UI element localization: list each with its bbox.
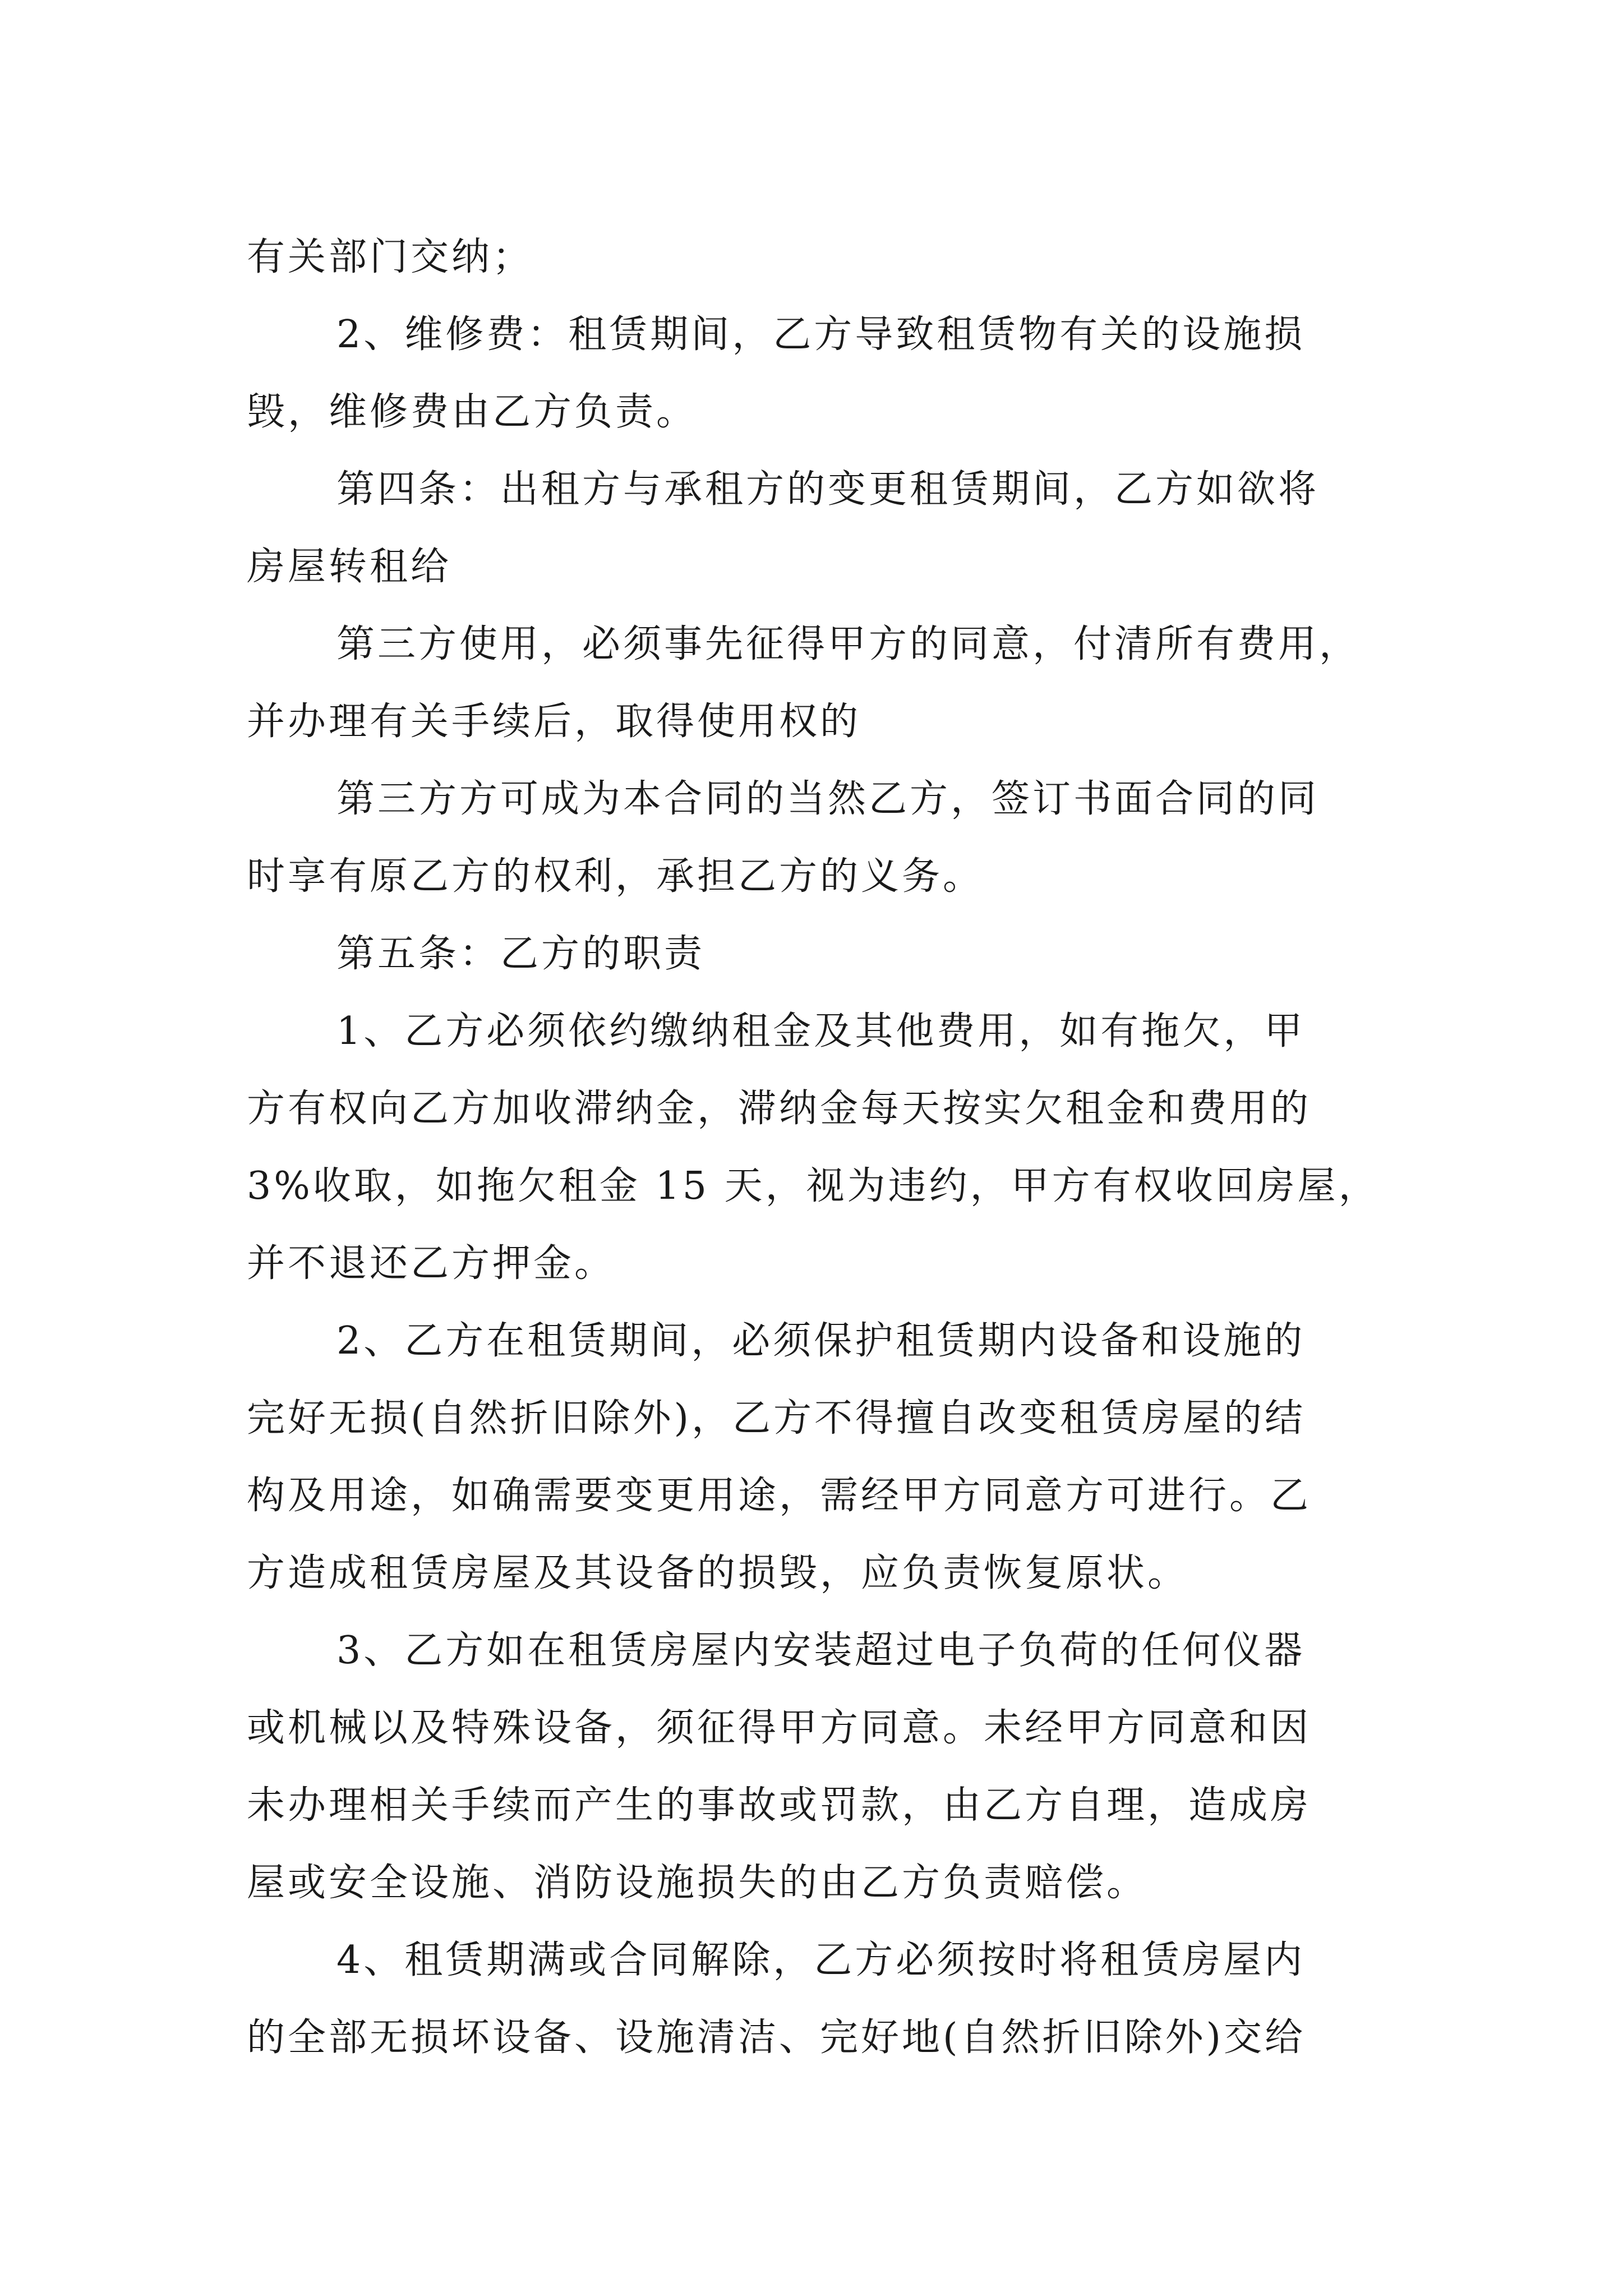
text-line: 时享有原乙方的权利，承担乙方的义务。	[247, 854, 984, 899]
text-line: 有关部门交纳；	[247, 235, 534, 279]
text-line: 3%收取，如拖欠租金 15 天，视为违约，甲方有权收回房屋，	[247, 1164, 1380, 1208]
text-line: 方有权向乙方加收滞纳金，滞纳金每天按实欠租金和费用的	[247, 1087, 1312, 1131]
text-line: 4、租赁期满或合同解除，乙方必须按时将租赁房屋内	[336, 1938, 1306, 1982]
text-line: 屋或安全设施、消防设施损失的由乙方负责赔偿。	[247, 1861, 1148, 1905]
section-heading: 第五条：乙方的职责	[336, 932, 706, 976]
text-line: 2、维修费：租赁期间，乙方导致租赁物有关的设施损	[336, 312, 1306, 357]
text-line: 的全部无损坏设备、设施清洁、完好地(自然折旧除外)交给	[247, 2016, 1306, 2060]
text-line: 2、乙方在租赁期间，必须保护租赁期内设备和设施的	[336, 1319, 1306, 1363]
text-line: 方造成租赁房屋及其设备的损毁，应负责恢复原状。	[247, 1551, 1189, 1595]
text-line: 或机械以及特殊设备，须征得甲方同意。未经甲方同意和因	[247, 1706, 1312, 1750]
contract-text-body	[247, 219, 1391, 2077]
text-line: 房屋转租给	[247, 545, 452, 589]
text-line: 3、乙方如在租赁房屋内安装超过电子负荷的任何仪器	[336, 1628, 1306, 1673]
text-line: 第三方使用，必须事先征得甲方的同意，付清所有费用，	[336, 622, 1361, 666]
text-line: 并不退还乙方押金。	[247, 1241, 616, 1286]
text-line: 并办理有关手续后，取得使用权的	[247, 700, 861, 744]
text-line: 未办理相关手续而产生的事故或罚款，由乙方自理，造成房	[247, 1783, 1312, 1828]
text-line: 第四条：出租方与承租方的变更租赁期间，乙方如欲将	[336, 467, 1320, 512]
text-line: 毁，维修费由乙方负责。	[247, 390, 698, 434]
text-line: 完好无损(自然折旧除外)，乙方不得擅自改变租赁房屋的结	[247, 1396, 1306, 1441]
text-line: 1、乙方必须依约缴纳租金及其他费用，如有拖欠，甲	[336, 1009, 1306, 1053]
text-line: 第三方方可成为本合同的当然乙方，签订书面合同的同	[336, 777, 1320, 821]
text-line: 构及用途，如确需要变更用途，需经甲方同意方可进行。乙	[247, 1474, 1312, 1518]
